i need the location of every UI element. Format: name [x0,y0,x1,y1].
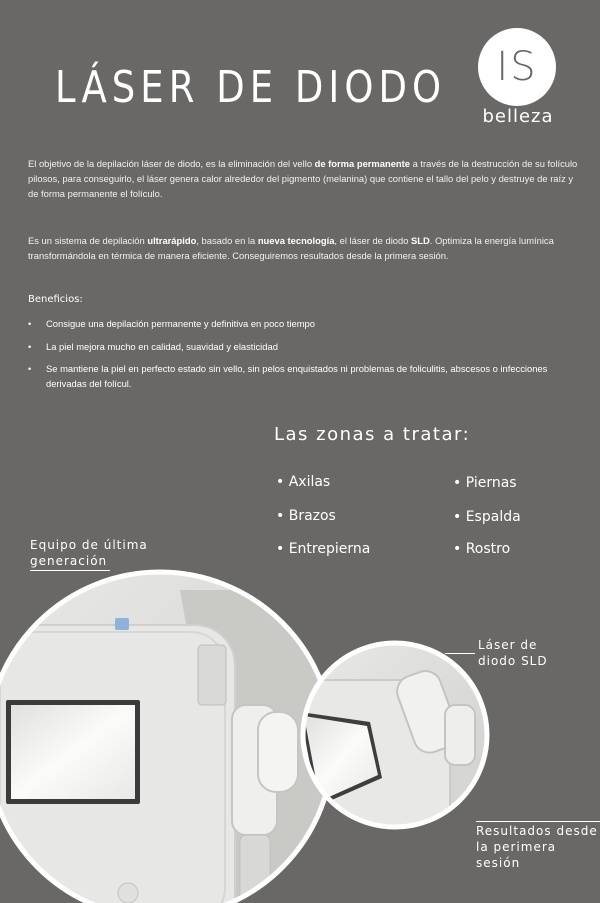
zones-title: Las zonas a tratar: [274,424,471,445]
caption-divider [476,821,600,822]
caption-line: Láser de [478,638,538,652]
body-text: , basado en la [196,235,258,246]
benefit-item: • Se mantiene la piel en perfecto estado sin vello, sin pelos enquistados ni problemas de foliculitis, abscesos o infecciones derivadas del folícul. [28,362,583,391]
page-title: LÁSER DE DIODO [55,62,447,113]
caption-line: generación [30,554,108,569]
caption-equipment [30,537,148,569]
logo-mark: IS [496,44,538,90]
caption-laser [478,637,548,669]
body-text: . Optimiza la energía lumínica transformándola en térmica de manera eficiente. Conseguiremos resultados desde la primera sesión. [28,235,554,262]
body-text: a través de la destrucción de su folículo pilosos, para conseguirlo, el láser genera calor alrededor del pigmento (melanina) que contiene el tallo del pelo y destruye de raíz y de forma permanente el folículo. [28,158,578,200]
caption-line: Equipo de última [30,538,148,552]
emphasis-text: SLD [411,235,430,246]
benefit-item: • Consigue una depilación permanente y definitiva en poco tiempo [28,317,583,332]
caption-line: diodo SLD [478,654,548,669]
caption-line: Resultados desde [476,824,598,838]
zone-item: • Espalda [453,509,521,525]
zone-item: • Axilas [276,474,331,490]
emphasis-text: de forma permanente [314,158,410,169]
body-text: , el láser de diodo [334,235,412,246]
zone-item: • Brazos [276,508,336,524]
emphasis-text: nueva tecnología [257,235,335,246]
benefits-heading: Beneficios: [28,294,83,305]
caption-results [476,823,600,872]
body-text: El objetivo de la depilación láser de diodo, es la eliminación del vello [28,158,315,169]
caption-line: la perimera sesión [476,840,557,871]
zone-item: • Entrepierna [276,541,371,557]
body-text: Es un sistema de depilación [28,235,148,246]
benefit-item: • La piel mejora mucho en calidad, suavidad y elasticidad [28,340,583,355]
caption-divider [445,653,475,654]
emphasis-text: ultrarápido [147,235,197,246]
zone-item: • Piernas [453,475,517,491]
logo-wordmark: belleza [482,106,554,127]
caption-divider [30,570,110,571]
zone-item: • Rostro [453,541,511,557]
